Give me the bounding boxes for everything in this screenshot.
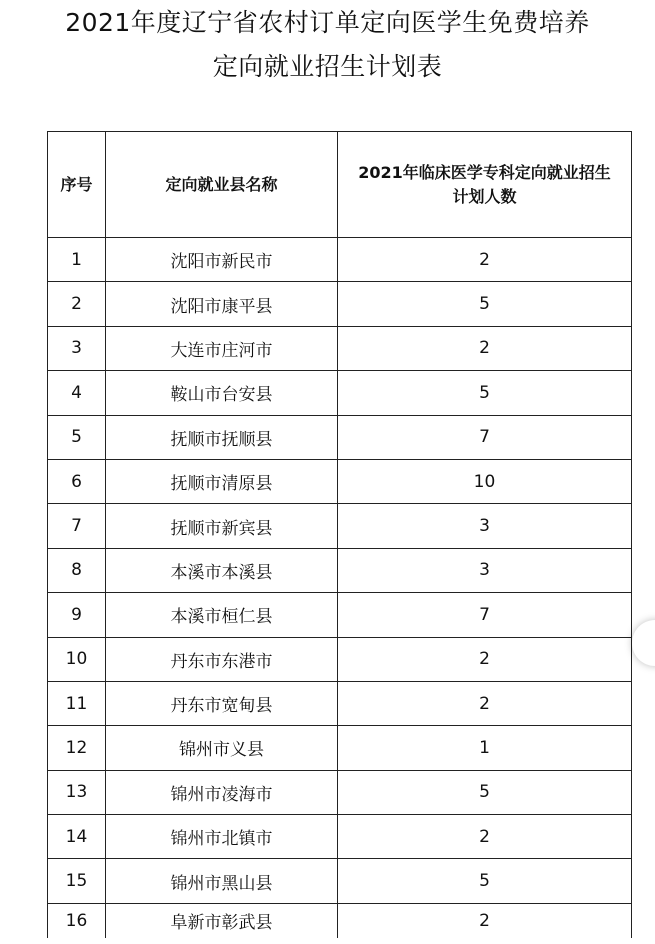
table-row [48, 593, 632, 637]
row-index: 10 [48, 637, 106, 681]
row-count: 10 [338, 459, 632, 503]
row-index: 5 [48, 415, 106, 459]
row-index: 15 [48, 859, 106, 903]
row-county: 抚顺市新宾县 [106, 504, 338, 548]
table-row [48, 326, 632, 370]
row-count: 2 [338, 326, 632, 370]
row-county: 锦州市义县 [106, 726, 338, 770]
table-row [48, 282, 632, 326]
header-index: 序号 [48, 132, 106, 238]
row-count: 2 [338, 681, 632, 725]
floating-side-handle[interactable] [632, 620, 655, 666]
header-county: 定向就业县名称 [106, 132, 338, 238]
row-index: 8 [48, 548, 106, 592]
row-count: 3 [338, 548, 632, 592]
header-plan-count [338, 132, 632, 238]
row-county: 沈阳市新民市 [106, 238, 338, 282]
table-row [48, 770, 632, 814]
row-count: 7 [338, 593, 632, 637]
row-count: 5 [338, 770, 632, 814]
row-county: 沈阳市康平县 [106, 282, 338, 326]
row-index: 6 [48, 459, 106, 503]
table-row [48, 903, 632, 938]
row-index: 13 [48, 770, 106, 814]
table-row [48, 504, 632, 548]
table-row [48, 371, 632, 415]
enrollment-plan-table [47, 131, 632, 938]
row-index: 3 [48, 326, 106, 370]
table-row [48, 681, 632, 725]
row-index: 4 [48, 371, 106, 415]
row-county: 抚顺市抚顺县 [106, 415, 338, 459]
row-county: 锦州市凌海市 [106, 770, 338, 814]
row-count: 5 [338, 859, 632, 903]
row-county: 本溪市桓仁县 [106, 593, 338, 637]
table-row [48, 415, 632, 459]
table-row [48, 238, 632, 282]
row-index: 16 [48, 903, 106, 938]
row-count: 2 [338, 903, 632, 938]
row-count: 2 [338, 238, 632, 282]
row-count: 2 [338, 815, 632, 859]
row-county: 阜新市彰武县 [106, 903, 338, 938]
row-count: 2 [338, 637, 632, 681]
row-index: 1 [48, 238, 106, 282]
table-row [48, 726, 632, 770]
document-title-line-2: 定向就业招生计划表 [212, 52, 443, 81]
row-index: 9 [48, 593, 106, 637]
row-count: 1 [338, 726, 632, 770]
table-row [48, 548, 632, 592]
table-row [48, 815, 632, 859]
header-plan-count-label: 2021年临床医学专科定向就业招生计划人数 [358, 162, 611, 206]
row-county: 大连市庄河市 [106, 326, 338, 370]
row-county: 丹东市宽甸县 [106, 681, 338, 725]
table-row [48, 637, 632, 681]
document-title-line-1: 2021年度辽宁省农村订单定向医学生免费培养 [65, 8, 590, 37]
row-county: 抚顺市清原县 [106, 459, 338, 503]
row-count: 7 [338, 415, 632, 459]
row-index: 2 [48, 282, 106, 326]
table-header-row [48, 132, 632, 238]
row-county: 锦州市北镇市 [106, 815, 338, 859]
row-index: 14 [48, 815, 106, 859]
row-index: 7 [48, 504, 106, 548]
row-county: 鞍山市台安县 [106, 371, 338, 415]
row-index: 12 [48, 726, 106, 770]
row-county: 锦州市黑山县 [106, 859, 338, 903]
table-row [48, 859, 632, 903]
row-count: 5 [338, 371, 632, 415]
row-county: 丹东市东港市 [106, 637, 338, 681]
table-row [48, 459, 632, 503]
row-county: 本溪市本溪县 [106, 548, 338, 592]
row-index: 11 [48, 681, 106, 725]
row-count: 3 [338, 504, 632, 548]
row-count: 5 [338, 282, 632, 326]
